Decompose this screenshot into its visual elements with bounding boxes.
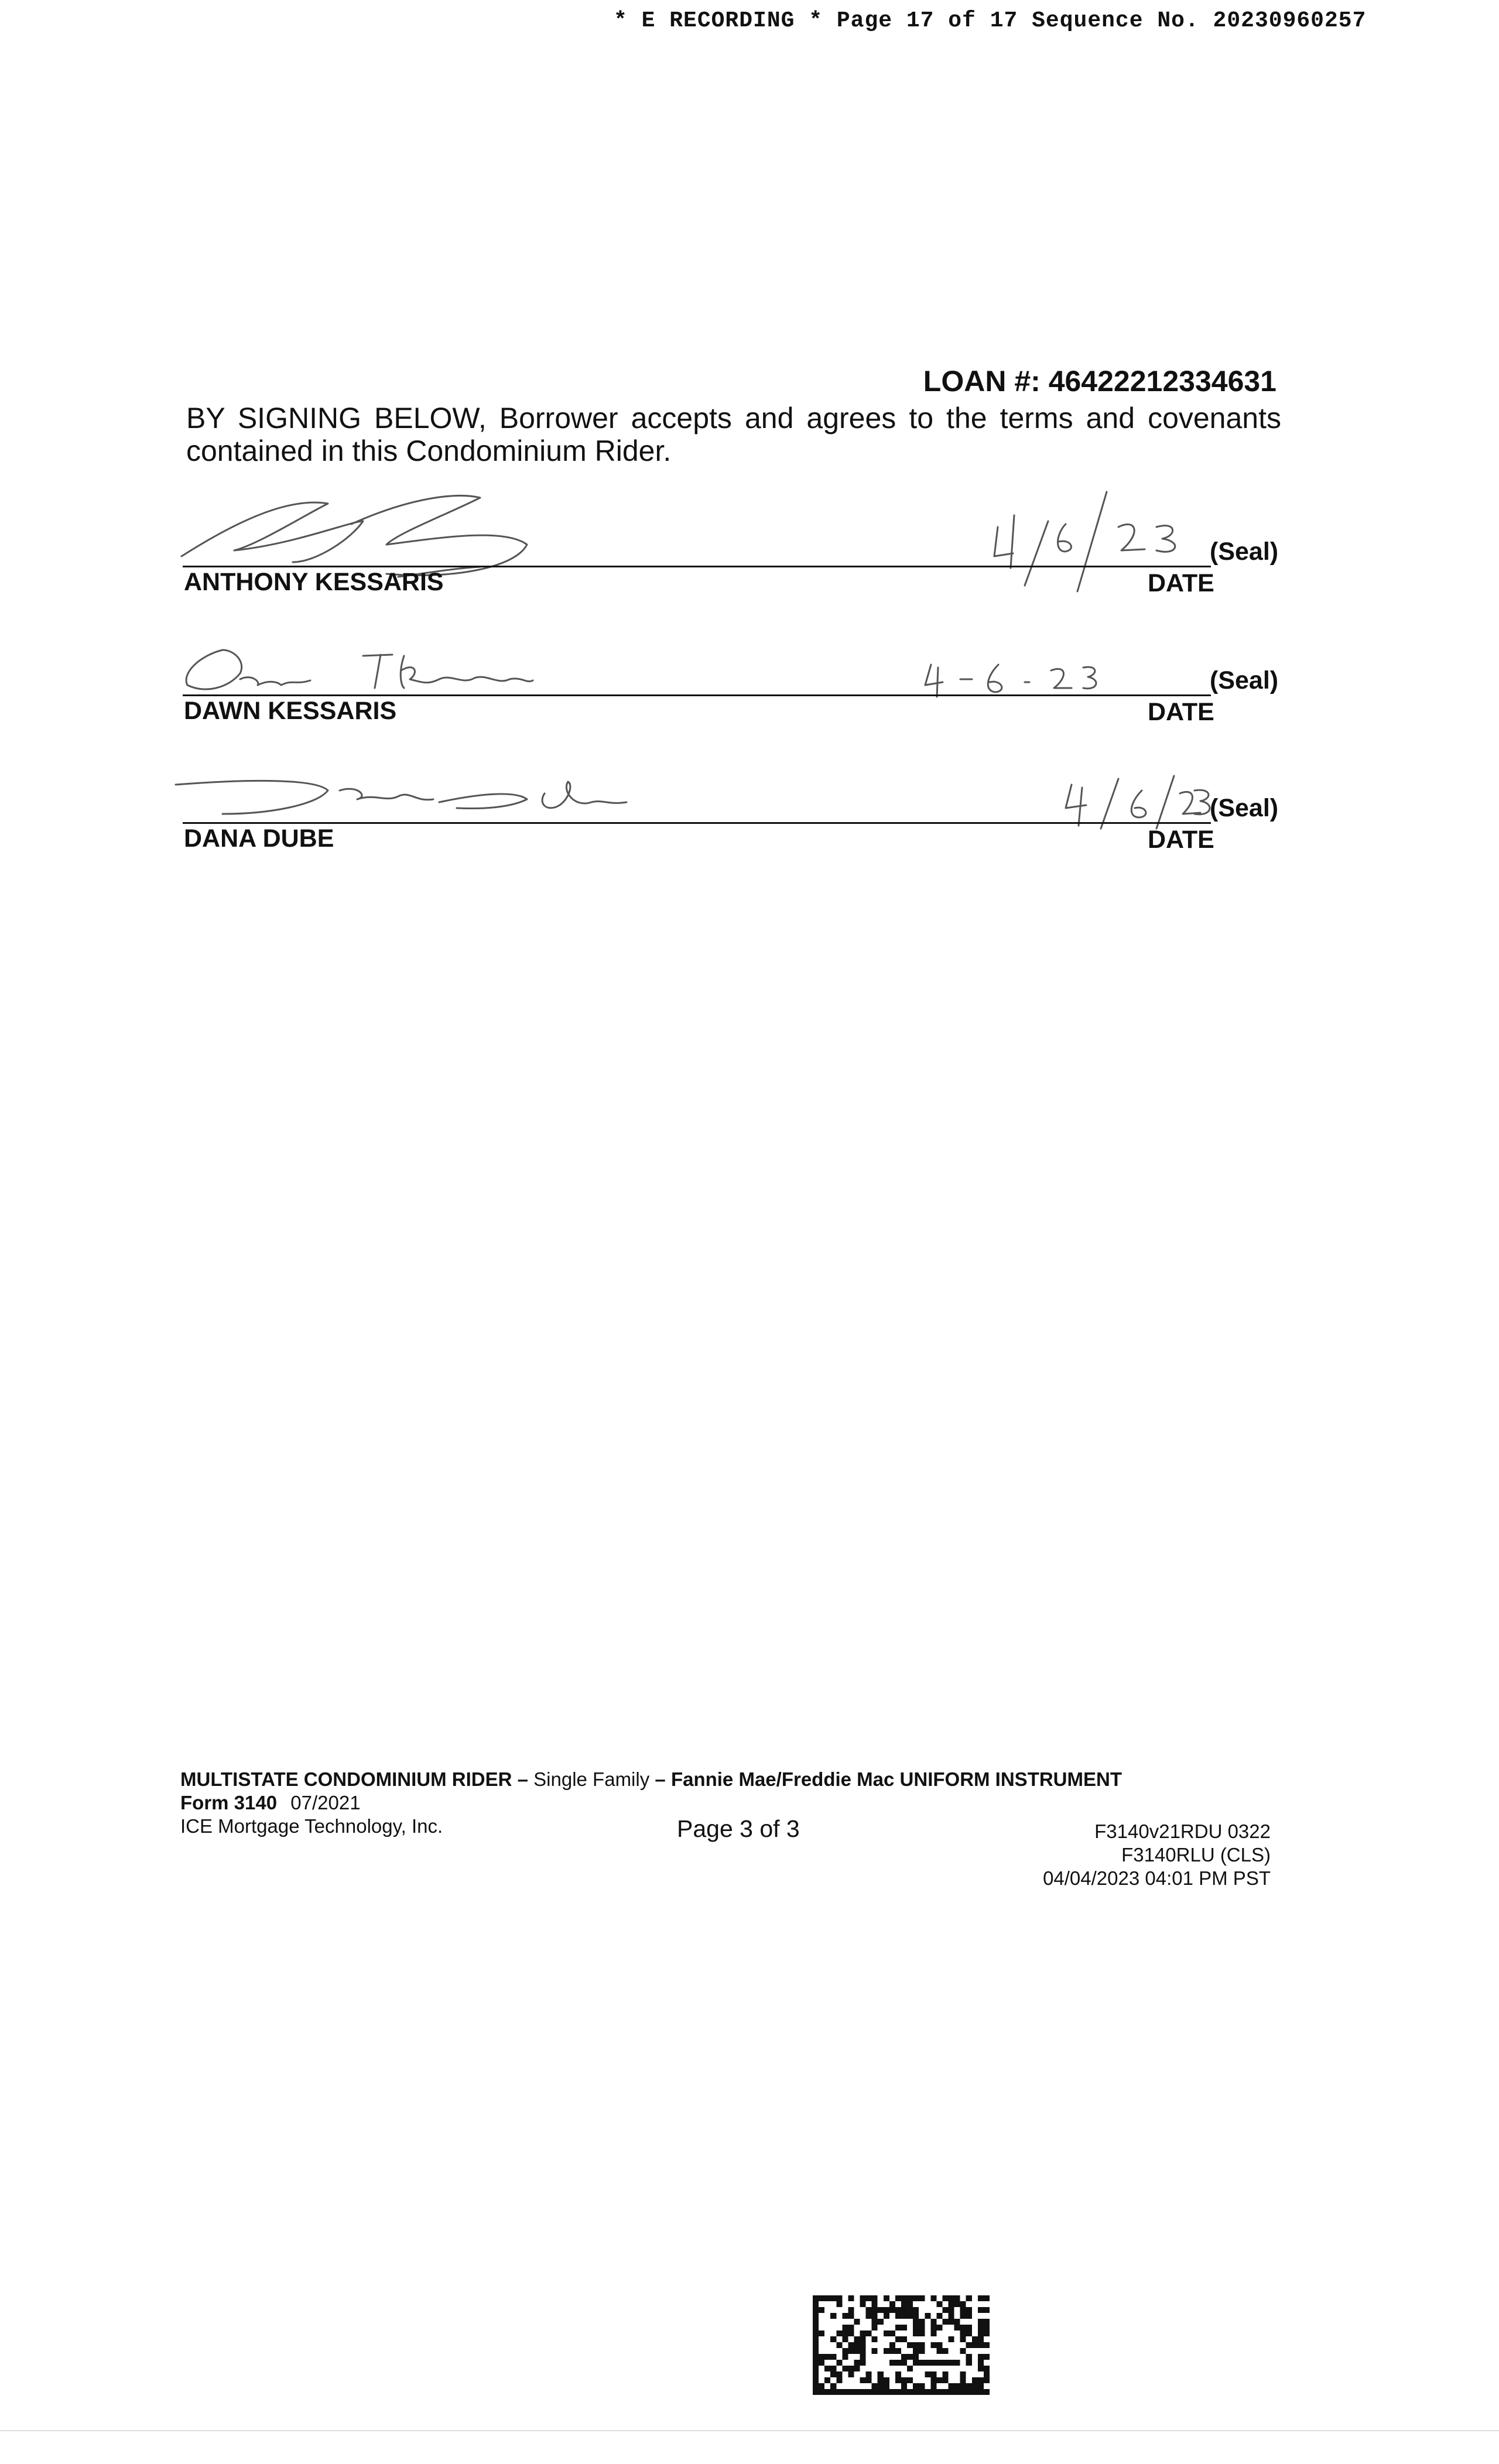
form-label: Form 3140	[180, 1792, 278, 1813]
page-number: Page 3 of 3	[677, 1815, 800, 1842]
company-name: ICE Mortgage Technology, Inc.	[180, 1815, 443, 1837]
form-date: 07/2021	[290, 1792, 361, 1813]
signature-line	[183, 822, 1211, 824]
loan-value: 46422212334631	[1048, 365, 1276, 398]
form-title: MULTISTATE CONDOMINIUM RIDER – Single Family – Fannie Mae/Freddie Mac UNIFORM INSTRUMENT	[180, 1768, 1122, 1790]
loan-label: LOAN #:	[923, 365, 1041, 398]
seal-label: (Seal)	[1210, 794, 1279, 822]
borrower-name: ANTHONY KESSARIS	[184, 568, 444, 596]
form-timestamp: 04/04/2023 04:01 PM PST	[1043, 1867, 1271, 1889]
loan-number	[923, 364, 1276, 398]
borrower-name: DANA DUBE	[184, 824, 334, 853]
page-bottom-edge	[0, 2430, 1499, 2431]
form-code-2: F3140RLU (CLS)	[1121, 1844, 1271, 1866]
seal-label: (Seal)	[1210, 666, 1279, 694]
signature-dana-dube	[164, 767, 656, 826]
date-label: DATE	[1148, 826, 1214, 854]
signature-line	[183, 566, 1211, 567]
2d-barcode-icon	[813, 2295, 990, 2395]
date-label: DATE	[1148, 698, 1214, 726]
form-title-instrument: Fannie Mae/Freddie Mac UNIFORM INSTRUMENT	[670, 1768, 1122, 1790]
form-codes	[1043, 1820, 1271, 1890]
signature-dawn-kessaris	[170, 638, 545, 703]
signature-line	[183, 694, 1211, 696]
borrower-name: DAWN KESSARIS	[184, 697, 397, 725]
form-number	[180, 1792, 361, 1814]
date-label: DATE	[1148, 569, 1214, 597]
seal-label: (Seal)	[1210, 538, 1279, 566]
intro-text: BY SIGNING BELOW, Borrower accepts and agrees to the terms and covenants contained in this Condominium Rider.	[186, 402, 1281, 467]
recording-header: * E RECORDING * Page 17 of 17 Sequence No. 20230960257	[614, 8, 1367, 33]
form-title-family: Single Family	[533, 1768, 650, 1790]
form-code-1: F3140v21RDU 0322	[1094, 1820, 1271, 1842]
form-title-bold: MULTISTATE CONDOMINIUM RIDER	[180, 1768, 512, 1790]
